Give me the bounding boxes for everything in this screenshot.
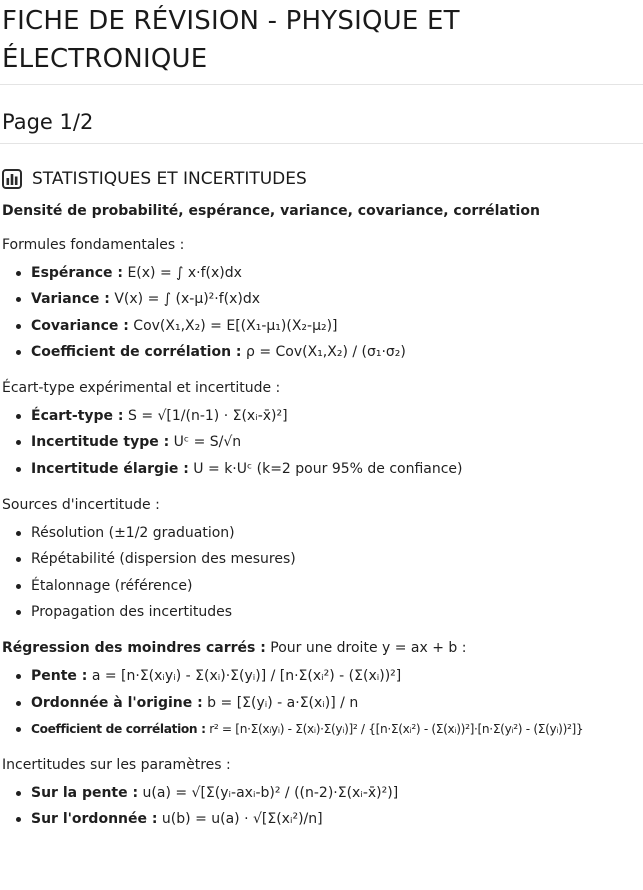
section-title-text: STATISTIQUES ET INCERTITUDES <box>32 169 307 189</box>
group-label-parametres: Incertitudes sur les paramètres : <box>2 757 231 774</box>
group-label-sources: Sources d'incertitude : <box>2 497 160 514</box>
list-item: Incertitude élargie : U = k·Uᶜ (k=2 pour 95% de confiance) <box>16 456 641 482</box>
list-item: Sur la pente : u(a) = √[Σ(yᵢ-axᵢ-b)² / ((n-2)·Σ(xᵢ-x̄)²)] <box>16 780 641 806</box>
list-item: Pente : a = [n·Σ(xᵢyᵢ) - Σ(xᵢ)·Σ(yᵢ)] / [n·Σ(xᵢ²) - (Σ(xᵢ))²] <box>16 663 641 689</box>
list-item: Répétabilité (dispersion des mesures) <box>16 546 641 572</box>
list-item: Résolution (±1/2 graduation) <box>16 520 641 546</box>
list-item: Incertitude type : Uᶜ = S/√n <box>16 429 641 455</box>
document-title-line2: ÉLECTRONIQUE <box>2 44 208 74</box>
bar-chart-icon <box>2 169 22 189</box>
list-formules <box>2 260 641 365</box>
group-label-ecart-type: Écart-type expérimental et incertitude : <box>2 380 281 397</box>
list-regression <box>2 663 641 742</box>
list-ecart-type <box>2 403 641 482</box>
list-item: Coefficient de corrélation : ρ = Cov(X₁,X₂) / (σ₁·σ₂) <box>16 339 641 365</box>
list-item: Ordonnée à l'origine : b = [Σ(yᵢ) - a·Σ(xᵢ)] / n <box>16 690 641 716</box>
list-item: Espérance : E(x) = ∫ x·f(x)dx <box>16 260 641 286</box>
page-label: Page 1/2 <box>2 110 94 134</box>
list-item: Propagation des incertitudes <box>16 599 641 625</box>
document-title-line1: FICHE DE RÉVISION - PHYSIQUE ET <box>2 6 460 36</box>
list-item: Écart-type : S = √[1/(n-1) · Σ(xᵢ-x̄)²] <box>16 403 641 429</box>
list-parametres <box>2 780 641 833</box>
list-sources <box>2 520 641 625</box>
group-label-formules: Formules fondamentales : <box>2 237 185 253</box>
list-item: Variance : V(x) = ∫ (x-μ)²·f(x)dx <box>16 286 641 312</box>
section-subtitle: Densité de probabilité, espérance, variance, covariance, corrélation <box>2 203 540 219</box>
list-item: Étalonnage (référence) <box>16 573 641 599</box>
section-title <box>2 144 641 194</box>
list-item: Coefficient de corrélation : r² = [n·Σ(xᵢyᵢ) - Σ(xᵢ)·Σ(yᵢ)]² / {[n·Σ(xᵢ²) - (Σ(xᵢ))²]·[n·Σ(yᵢ²) - (Σ(yᵢ))²]} <box>16 716 641 742</box>
list-item: Sur l'ordonnée : u(b) = u(a) · √[Σ(xᵢ²)/n] <box>16 806 641 832</box>
list-item: Covariance : Cov(X₁,X₂) = E[(X₁-μ₁)(X₂-μ₂)] <box>16 313 641 339</box>
document-title <box>2 0 641 78</box>
group-label-regression: Régression des moindres carrés : Pour une droite y = ax + b : <box>2 640 467 657</box>
